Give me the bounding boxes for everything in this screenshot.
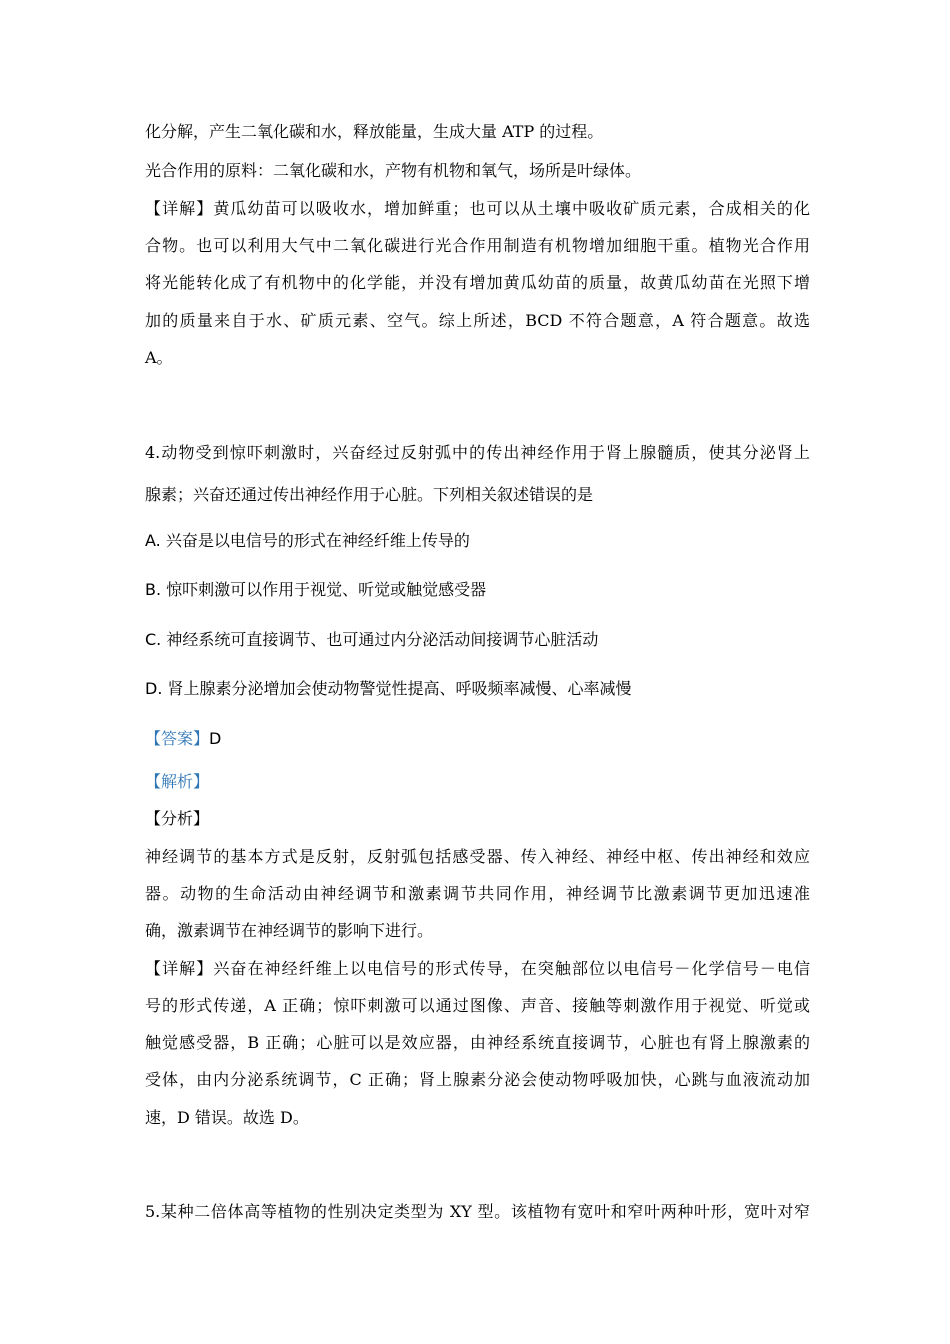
q4-option-a: A. 兴奋是以电信号的形式在神经纤维上传导的 xyxy=(145,531,470,550)
q5-stem-line: 5.某种二倍体高等植物的性别决定类型为 XY 型。该植物有宽叶和窄叶两种叶形，宽叶对窄 xyxy=(145,1202,810,1221)
answer-label: 【答案】 xyxy=(145,729,210,748)
q4-option-c: C. 神经系统可直接调节、也可通过内分泌活动间接调节心脏活动 xyxy=(145,630,599,649)
q4-answer xyxy=(145,728,810,750)
prev-text-line: 化分解，产生二氧化碳和水，释放能量，生成大量 ATP 的过程。 xyxy=(145,122,604,141)
analysis-label: 【解析】 xyxy=(145,772,210,791)
q4-option-d: D. 肾上腺素分泌增加会使动物警觉性提高、呼吸频率减慢、心率减慢 xyxy=(145,679,632,698)
q4-stem-line: 腺素；兴奋还通过传出神经作用于心脏。下列相关叙述错误的是 xyxy=(145,485,594,504)
answer-value: D xyxy=(209,729,222,748)
detail-line: 号的形式传递，A 正确；惊吓刺激可以通过图像、声音、接触等刺激作用于视觉、听觉或 xyxy=(145,996,810,1015)
fenxi-line: 确，激素调节在神经调节的影响下进行。 xyxy=(145,921,434,940)
prev-detail-line: 将光能转化成了有机物中的化学能，并没有增加黄瓜幼苗的质量，故黄瓜幼苗在光照下增 xyxy=(145,273,810,292)
detail-line: 受体，由内分泌系统调节，C 正确；肾上腺素分泌会使动物呼吸加快，心跳与血液流动加 xyxy=(145,1070,810,1089)
fenxi-line: 神经调节的基本方式是反射，反射弧包括感受器、传入神经、神经中枢、传出神经和效应 xyxy=(145,847,810,866)
detail-line: 速，D 错误。故选 D。 xyxy=(145,1108,309,1127)
prev-detail-line: 加的质量来自于水、矿质元素、空气。综上所述，BCD 不符合题意，A 符合题意。故选 xyxy=(145,311,810,330)
fenxi-label: 【分析】 xyxy=(145,809,210,828)
prev-detail-line: 合物。也可以利用大气中二氧化碳进行光合作用制造有机物增加细胞干重。植物光合作用 xyxy=(145,236,810,255)
detail-line: 【详解】兴奋在神经纤维上以电信号的形式传导，在突触部位以电信号－化学信号－电信 xyxy=(145,959,810,978)
q4-option-b: B. 惊吓刺激可以作用于视觉、听觉或触觉感受器 xyxy=(145,580,487,599)
detail-line: 触觉感受器，B 正确；心脏可以是效应器，由神经系统直接调节，心脏也有肾上腺激素的 xyxy=(145,1033,810,1052)
prev-detail-line: 【详解】黄瓜幼苗可以吸收水，增加鲜重；也可以从土壤中吸收矿质元素，合成相关的化 xyxy=(145,199,810,218)
prev-text-line: 光合作用的原料：二氧化碳和水，产物有机物和氧气，场所是叶绿体。 xyxy=(145,161,642,180)
fenxi-line: 器。动物的生命活动由神经调节和激素调节共同作用，神经调节比激素调节更加迅速准 xyxy=(145,884,810,903)
q4-stem-line: 4.动物受到惊吓刺激时，兴奋经过反射弧中的传出神经作用于肾上腺髓质，使其分泌肾上 xyxy=(145,443,810,462)
prev-detail-line: A。 xyxy=(145,348,173,367)
